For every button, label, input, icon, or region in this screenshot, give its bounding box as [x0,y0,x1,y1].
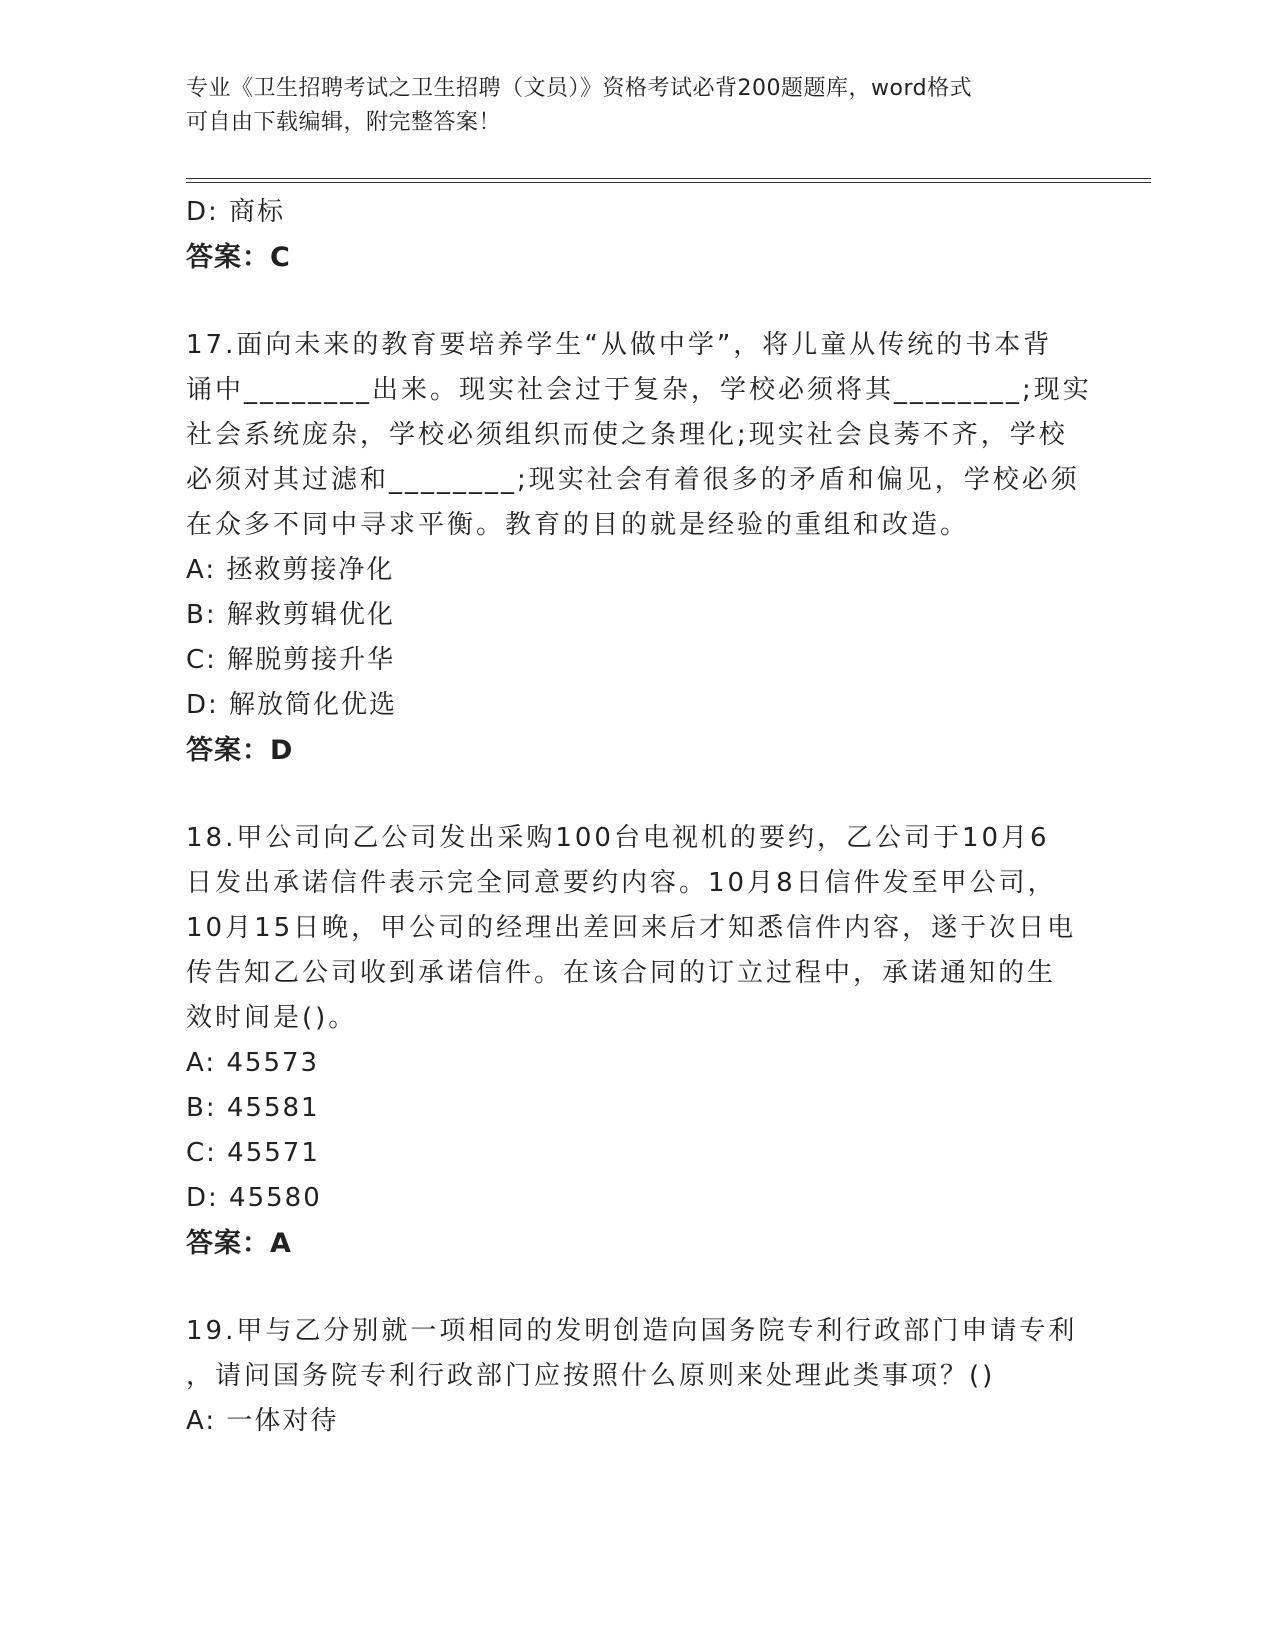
prev-answer: 答案：C [186,242,291,273]
question-19 [186,1309,1086,1444]
question-18-line: 效时间是()。 [186,1003,358,1033]
header-divider [186,178,1151,183]
question-18-option-c: C: 45571 [186,1138,320,1168]
prev-option-d: D: 商标 [186,197,286,227]
question-17 [186,323,1092,774]
question-19-option-a: A: 一体对待 [186,1406,339,1436]
question-17-answer: 答案：D [186,735,294,766]
document-header [186,72,1066,140]
question-18-line: 传告知乙公司收到承诺信件。在该合同的订立过程中，承诺通知的生 [186,958,1057,988]
question-18-option-d: D: 45580 [186,1183,322,1213]
question-18-line: 10月15日晚，甲公司的经理出差回来后才知悉信件内容，遂于次日电 [186,913,1077,943]
question-17-option-d: D: 解放简化优选 [186,690,398,720]
question-content [186,190,1092,1444]
question-19-line: 19.甲与乙分别就一项相同的发明创造向国务院专利行政部门申请专利 [186,1316,1078,1346]
question-18-line: 18.甲公司向乙公司发出采购100台电视机的要约，乙公司于10月6 [186,823,1050,853]
question-18 [186,816,1086,1267]
question-17-line: 诵中________出来。现实社会过于复杂，学校必须将其________;现实 [186,375,1092,405]
question-18-line: 日发出承诺信件表示完全同意要约内容。10月8日信件发至甲公司， [186,868,1057,898]
question-18-option-b: B: 45581 [186,1093,320,1123]
header-line-1: 专业《卫生招聘考试之卫生招聘（文员）》资格考试必背200题题库，word格式 [186,76,973,101]
question-17-option-a: A: 拯救剪接净化 [186,555,395,585]
question-17-line: 社会系统庞杂，学校必须组织而使之条理化;现实社会良莠不齐，学校 [186,420,1068,450]
question-18-answer: 答案：A [186,1228,292,1259]
question-17-line: 必须对其过滤和________;现实社会有着很多的矛盾和偏见，学校必须 [186,465,1080,495]
question-17-option-c: C: 解脱剪接升华 [186,645,396,675]
header-line-2: 可自由下载编辑，附完整答案！ [186,110,502,135]
question-17-line: 在众多不同中寻求平衡。教育的目的就是经验的重组和改造。 [186,510,970,540]
question-19-line: ，请问国务院专利行政部门应按照什么原则来处理此类事项？() [186,1361,996,1391]
question-18-option-a: A: 45573 [186,1048,320,1078]
question-17-line: 17.面向未来的教育要培养学生“从做中学”，将儿童从传统的书本背 [186,330,1053,360]
question-17-option-b: B: 解救剪辑优化 [186,600,395,630]
